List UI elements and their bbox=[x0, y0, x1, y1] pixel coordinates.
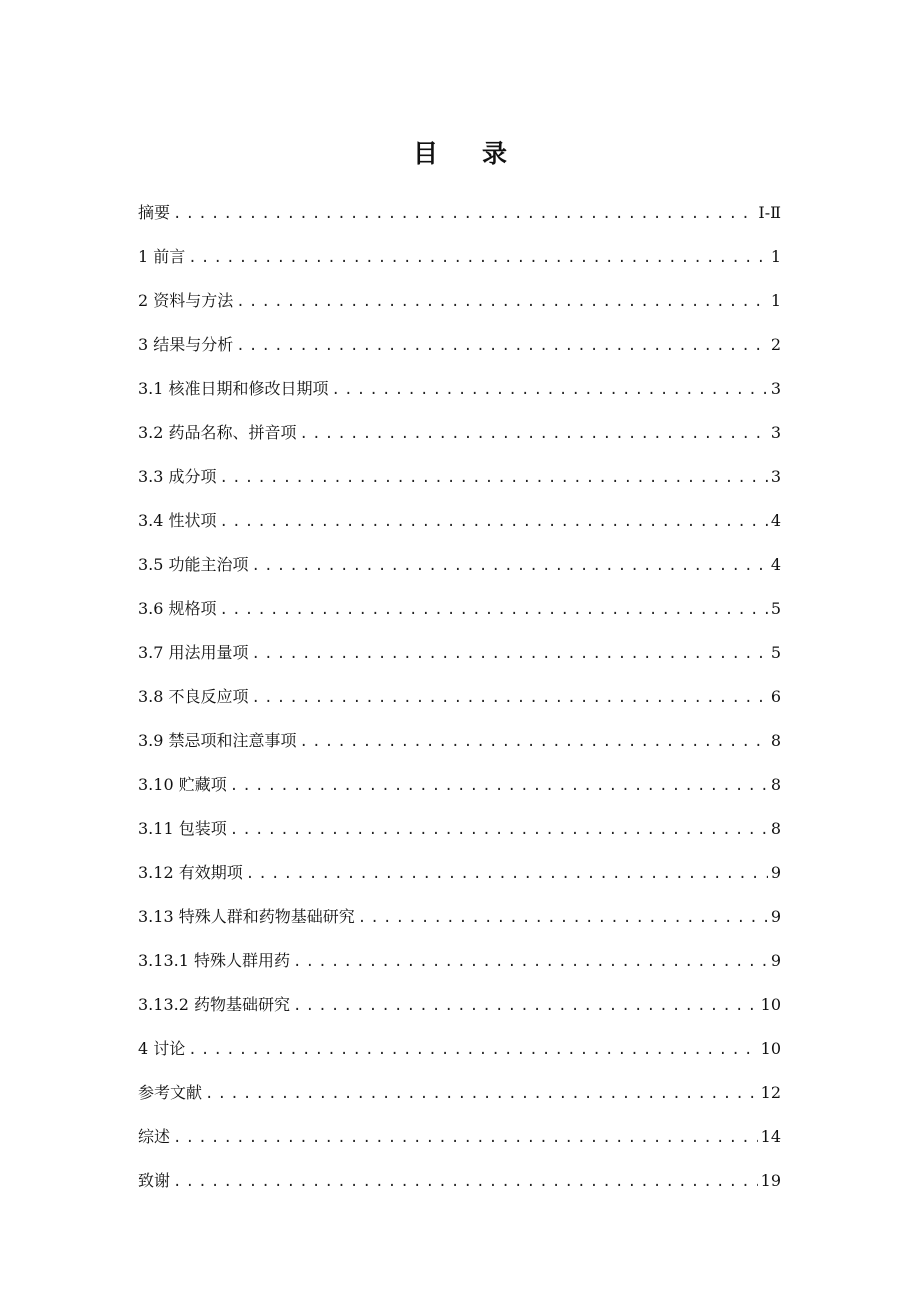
toc-dot-leader bbox=[300, 420, 768, 448]
toc-page-number: 9 bbox=[770, 907, 781, 926]
toc-page-number: 12 bbox=[760, 1083, 781, 1102]
toc-dot-leader bbox=[173, 200, 755, 228]
toc-entry-label: 3.12 有效期项 bbox=[138, 863, 243, 882]
toc-dot-leader bbox=[220, 508, 768, 536]
toc-entry[interactable] bbox=[138, 771, 781, 815]
toc-entry[interactable] bbox=[138, 551, 781, 595]
toc-entry[interactable] bbox=[138, 859, 781, 903]
toc-page-number: 8 bbox=[770, 819, 781, 838]
toc-page-number: 4 bbox=[770, 555, 781, 574]
toc-entry-label: 3.6 规格项 bbox=[138, 599, 217, 618]
toc-dot-leader bbox=[293, 948, 768, 976]
toc-entry-label: 3.10 贮藏项 bbox=[138, 775, 227, 794]
toc-dot-leader bbox=[252, 684, 768, 712]
toc-entry-label: 3.3 成分项 bbox=[138, 467, 217, 486]
toc-dot-leader bbox=[332, 376, 768, 404]
toc-entry-label: 4 讨论 bbox=[138, 1039, 186, 1058]
toc-page-number: 19 bbox=[760, 1171, 781, 1190]
toc-entry[interactable] bbox=[138, 287, 781, 331]
toc-page-number: 3 bbox=[770, 379, 781, 398]
toc-page-number: 2 bbox=[770, 335, 781, 354]
toc-page-number: 5 bbox=[770, 643, 781, 662]
toc-dot-leader bbox=[300, 728, 768, 756]
toc-page-number: 6 bbox=[770, 687, 781, 706]
toc-entry[interactable] bbox=[138, 375, 781, 419]
table-of-contents bbox=[138, 199, 781, 1211]
toc-entry[interactable] bbox=[138, 331, 781, 375]
toc-entry-label: 参考文献 bbox=[138, 1083, 203, 1102]
toc-page-number: 3 bbox=[770, 423, 781, 442]
toc-entry-label: 3 结果与分析 bbox=[138, 335, 234, 354]
toc-entry-label: 1 前言 bbox=[138, 247, 186, 266]
toc-entry-label: 3.11 包装项 bbox=[138, 819, 227, 838]
toc-entry[interactable] bbox=[138, 815, 781, 859]
toc-dot-leader bbox=[173, 1168, 758, 1196]
toc-entry-label: 3.13.1 特殊人群用药 bbox=[138, 951, 290, 970]
toc-entry-label: 3.4 性状项 bbox=[138, 511, 217, 530]
toc-dot-leader bbox=[358, 904, 768, 932]
toc-dot-leader bbox=[236, 332, 768, 360]
title-char-1: 目 bbox=[412, 139, 438, 168]
toc-dot-leader bbox=[252, 552, 768, 580]
toc-dot-leader bbox=[246, 860, 768, 888]
toc-entry-label: 3.13 特殊人群和药物基础研究 bbox=[138, 907, 355, 926]
toc-entry[interactable] bbox=[138, 507, 781, 551]
toc-entry-label: 3.2 药品名称、拼音项 bbox=[138, 423, 297, 442]
toc-dot-leader bbox=[205, 1080, 758, 1108]
toc-page-number: 3 bbox=[770, 467, 781, 486]
toc-entry[interactable] bbox=[138, 419, 781, 463]
toc-page-number: 9 bbox=[770, 863, 781, 882]
toc-entry-label: 致谢 bbox=[138, 1171, 171, 1190]
toc-dot-leader bbox=[220, 596, 768, 624]
toc-dot-leader bbox=[293, 992, 758, 1020]
toc-dot-leader bbox=[230, 816, 768, 844]
toc-entry-label: 3.5 功能主治项 bbox=[138, 555, 249, 574]
toc-entry[interactable] bbox=[138, 199, 781, 243]
toc-page-number: 9 bbox=[770, 951, 781, 970]
toc-dot-leader bbox=[173, 1124, 758, 1152]
toc-entry-label: 摘要 bbox=[138, 203, 171, 222]
toc-entry[interactable] bbox=[138, 1123, 781, 1167]
toc-entry[interactable] bbox=[138, 595, 781, 639]
toc-entry-label: 3.8 不良反应项 bbox=[138, 687, 249, 706]
toc-entry-label: 3.9 禁忌项和注意事项 bbox=[138, 731, 297, 750]
toc-page-number: 10 bbox=[760, 995, 781, 1014]
toc-entry[interactable] bbox=[138, 947, 781, 991]
toc-dot-leader bbox=[252, 640, 768, 668]
toc-dot-leader bbox=[188, 1036, 757, 1064]
toc-page-number: 8 bbox=[770, 775, 781, 794]
toc-entry[interactable] bbox=[138, 639, 781, 683]
toc-entry[interactable] bbox=[138, 1079, 781, 1123]
toc-dot-leader bbox=[188, 244, 768, 272]
toc-entry[interactable] bbox=[138, 991, 781, 1035]
toc-entry[interactable] bbox=[138, 243, 781, 287]
toc-page-number: 1 bbox=[770, 247, 781, 266]
toc-page-number: 14 bbox=[760, 1127, 781, 1146]
toc-entry[interactable] bbox=[138, 727, 781, 771]
toc-entry-label: 综述 bbox=[138, 1127, 171, 1146]
toc-entry[interactable] bbox=[138, 1167, 781, 1211]
toc-entry[interactable] bbox=[138, 903, 781, 947]
toc-page-number: 4 bbox=[770, 511, 781, 530]
toc-page-number: 8 bbox=[770, 731, 781, 750]
toc-entry[interactable] bbox=[138, 463, 781, 507]
title-char-2: 录 bbox=[482, 139, 508, 168]
toc-page-number: 10 bbox=[760, 1039, 781, 1058]
toc-entry[interactable] bbox=[138, 683, 781, 727]
toc-dot-leader bbox=[230, 772, 768, 800]
toc-dot-leader bbox=[236, 288, 768, 316]
toc-page-number: 5 bbox=[770, 599, 781, 618]
toc-page-number: 1 bbox=[770, 291, 781, 310]
toc-entry-label: 2 资料与方法 bbox=[138, 291, 234, 310]
toc-entry[interactable] bbox=[138, 1035, 781, 1079]
toc-entry-label: 3.1 核准日期和修改日期项 bbox=[138, 379, 329, 398]
toc-entry-label: 3.7 用法用量项 bbox=[138, 643, 249, 662]
toc-page-number: Ⅰ-Ⅱ bbox=[758, 203, 781, 222]
toc-entry-label: 3.13.2 药物基础研究 bbox=[138, 995, 290, 1014]
page-title bbox=[0, 134, 920, 170]
toc-dot-leader bbox=[220, 464, 768, 492]
